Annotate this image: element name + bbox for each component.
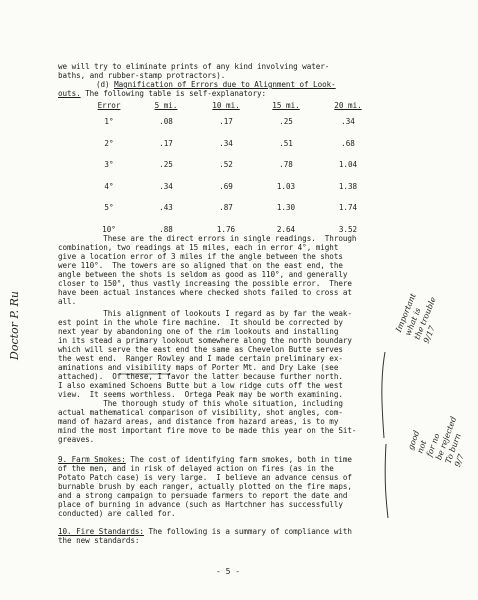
table-cell: 3° xyxy=(104,160,114,170)
text-line: were 110°. The towers are so aligned that on the east end, the xyxy=(58,261,343,270)
table-cell: 4° xyxy=(104,181,114,191)
text-line: the west end. Ranger Rowley and I made certain preliminary ex- xyxy=(58,354,343,363)
column-header: 10 mi. xyxy=(212,100,240,110)
table-cell: 5° xyxy=(104,203,114,213)
text-line: actual mathematical comparison of visibility, shot angles, com- xyxy=(58,408,343,417)
table-cell: .52 xyxy=(219,160,233,170)
table-cell: .34 xyxy=(341,117,355,127)
text-line: and a strong campaign to persuade farmers to report the date and xyxy=(58,491,348,500)
text-line: mind the most important fire move to be made this year on the Sit- xyxy=(58,426,357,435)
text-line: These are the direct errors in single readings. Through xyxy=(58,234,357,243)
table-cell: 1.30 xyxy=(276,203,296,213)
text-line: This alignment of lookouts I regard as by far the weak- xyxy=(58,309,352,318)
section-d-prefix: (d) xyxy=(96,80,115,89)
handwritten-note-right-bottom: good not for no be rejected To burn 9/7 xyxy=(406,415,466,469)
text-line: est point in the whole fire machine. It should be corrected by xyxy=(58,318,343,327)
text-line: give a location error of 3 miles if the angle between the shots xyxy=(58,252,343,261)
text-line: closer to 150°, thus vastly increasing the possible error. There xyxy=(58,279,352,288)
section-d-intro: The following table is self-explanatory: xyxy=(80,89,267,98)
table-cell: 10° xyxy=(102,224,116,234)
text-line: view. It seems worthless. Ortega Peak may be worth examining. xyxy=(58,390,343,399)
table-cell: .51 xyxy=(279,138,293,148)
column-header: 15 mi. xyxy=(272,100,300,110)
text-line: angle between the shots is seldom as good as 110°, and generally xyxy=(58,270,348,279)
text-line: have been actual instances where checked shots failed to cross at xyxy=(58,288,352,297)
table-cell: .25 xyxy=(279,117,293,127)
text-line: next year by abandoning one of the rim lookouts and installing xyxy=(58,327,339,336)
text-line: we will try to eliminate prints of any kind involving water- xyxy=(58,62,330,71)
column-header: 20 mi. xyxy=(334,100,362,110)
text-line: place of burning in advance (such as Hartchner has successfully xyxy=(58,500,343,509)
text-line: The thorough study of this whole situation, including xyxy=(58,399,343,408)
table-cell: 1.38 xyxy=(338,181,358,191)
text-line: burnable brush by each ranger, actually plotted on the fire maps, xyxy=(58,482,352,491)
text-line: the new standards: xyxy=(58,536,140,545)
table-cell: .87 xyxy=(219,203,233,213)
text-line: of the men, and in risk of delayed action on fires (as in the xyxy=(58,464,334,473)
text-line: Potato Patch case) is very large. I believe an advance census of xyxy=(58,473,352,482)
text-line: aminations and visibility maps of Porter Mt. and Dry Lake (see xyxy=(58,363,339,372)
table-cell: 2° xyxy=(104,138,114,148)
text-line: greaves. xyxy=(58,435,95,444)
section-10-text: The following is a summary of compliance with xyxy=(143,527,352,536)
table-cell: .17 xyxy=(219,117,233,127)
table-cell: .17 xyxy=(159,138,173,148)
text-line: mand of hazard areas, and distance from hazard areas, is to my xyxy=(58,417,339,426)
table-cell: .88 xyxy=(159,224,173,234)
table-cell: 1.74 xyxy=(338,203,358,213)
table-cell: .68 xyxy=(341,138,355,148)
table-cell: 3.52 xyxy=(338,224,358,234)
column-header: Error xyxy=(97,100,121,110)
table-cell: .43 xyxy=(159,203,173,213)
text-line: attached). Of these, I favor the latter because further north. xyxy=(58,372,343,381)
section-d-title: Magnification of Errors due to Alignment of Look- xyxy=(114,80,336,89)
section-9-text: The cost of identifying farm smokes, both in time xyxy=(125,455,352,464)
text-line: baths, and rubber-stamp protractors). xyxy=(58,71,226,80)
text-line: all. xyxy=(58,297,77,306)
column-header: 5 mi. xyxy=(154,100,178,110)
margin-bracket-mark xyxy=(385,444,388,518)
handwritten-note-right-top: Important what is the trouble 9/17 xyxy=(394,292,438,345)
table-cell: 1.76 xyxy=(216,224,236,234)
text-line: conducted) are called for. xyxy=(58,509,176,518)
table-cell: .34 xyxy=(159,181,173,191)
text-line: which will serve the east end the same as Chevelon Butte serves xyxy=(58,345,343,354)
margin-bracket-mark xyxy=(382,352,385,438)
table-cell: 1.03 xyxy=(276,181,296,191)
table-cell: .78 xyxy=(279,160,293,170)
handwritten-note-left: Doctor P. Ru xyxy=(8,291,21,360)
table-cell: 1.04 xyxy=(338,160,358,170)
page-number: - 5 - xyxy=(215,567,241,576)
table-cell: .34 xyxy=(219,138,233,148)
section-9-heading: 9. Farm Smokes: xyxy=(58,455,126,464)
section-d-title-cont: outs. xyxy=(58,89,81,98)
table-cell: 1° xyxy=(104,117,114,127)
text-line: combination, two readings at 15 miles, each in error 4°, might xyxy=(58,243,339,252)
table-cell: .69 xyxy=(219,181,233,191)
text-line: in its stead a primary lookout somewhere along the north boundary xyxy=(58,336,352,345)
section-10-heading: 10. Fire Standards: xyxy=(58,527,144,536)
table-cell: .25 xyxy=(159,160,173,170)
table-cell: .08 xyxy=(159,117,173,127)
table-cell: 2.64 xyxy=(276,224,296,234)
text-line: I also examined Schoens Butte but a low ridge cuts off the west xyxy=(58,381,343,390)
